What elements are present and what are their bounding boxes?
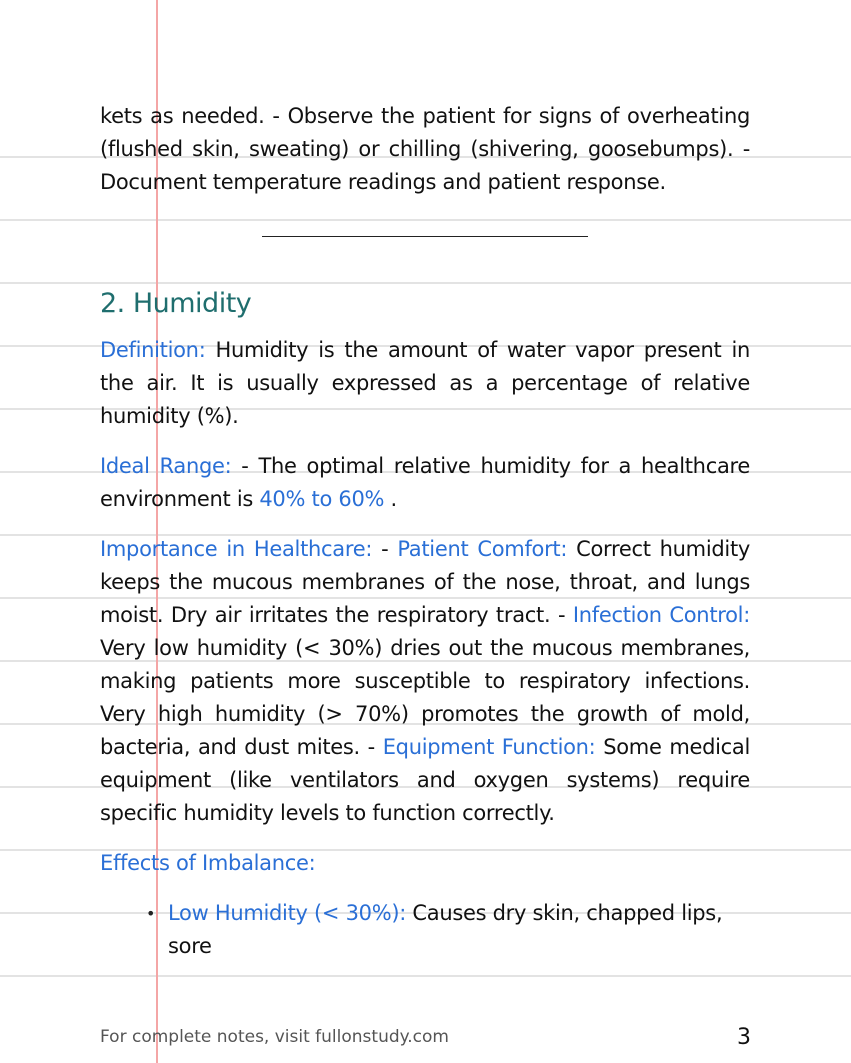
page-number: 3	[737, 1024, 751, 1050]
ideal-range-text: - The optimal relative humidity for a healthcare environment is	[100, 454, 751, 511]
effects-list	[100, 897, 750, 963]
section-divider	[262, 236, 588, 237]
ideal-range-paragraph	[100, 450, 750, 516]
importance-label: Importance in Healthcare:	[100, 537, 373, 561]
effects-heading	[100, 847, 750, 880]
infection-text: Very low humidity (< 30%) dries out the mucous membranes, making patients more susceptible to respiratory infections. Very high humidity (> 70%) promotes the growth of mold, bacteria, and dust mites. -	[100, 636, 750, 759]
page-footer	[100, 1022, 751, 1052]
effects-label: Effects of Imbalance:	[100, 851, 316, 875]
ideal-range-end: .	[384, 487, 397, 511]
ideal-range-value: 40% to 60%	[259, 487, 385, 511]
definition-label: Definition:	[100, 338, 206, 362]
definition-paragraph	[100, 334, 750, 433]
intro-paragraph: kets as needed. - Observe the patient for signs of overheating (flushed skin, sweating) or chilling (shivering, goosebumps). - Document temperature readings and patient response.	[100, 104, 750, 194]
definition-text: Humidity is the amount of water vapor present in the air. It is usually expressed as a percentage of relative humidity (%).	[100, 338, 750, 428]
footer-note: For complete notes, visit fullonstudy.com	[100, 1027, 449, 1047]
effect-item-label: Low Humidity (< 30%):	[168, 901, 407, 925]
section-title: 2. Humidity	[100, 288, 252, 319]
infection-label: Infection Control:	[572, 603, 750, 627]
equipment-text: Some medical equipment (like ventilators and oxygen systems) require specific humidity levels to function correctly.	[100, 735, 751, 825]
effect-item-text: Causes dry skin, chapped lips, sore	[168, 901, 723, 958]
importance-paragraph	[100, 533, 750, 830]
comfort-label: Patient Comfort:	[397, 537, 568, 561]
ideal-range-label: Ideal Range:	[100, 454, 232, 478]
importance-text: -	[372, 537, 398, 561]
page-content	[100, 100, 750, 963]
comfort-text: Correct humidity keeps the mucous membranes of the nose, throat, and lungs moist. Dry air irritates the respiratory tract. -	[100, 537, 751, 627]
list-item	[168, 897, 750, 963]
ruled-line	[0, 975, 851, 977]
equipment-label: Equipment Function:	[382, 735, 596, 759]
